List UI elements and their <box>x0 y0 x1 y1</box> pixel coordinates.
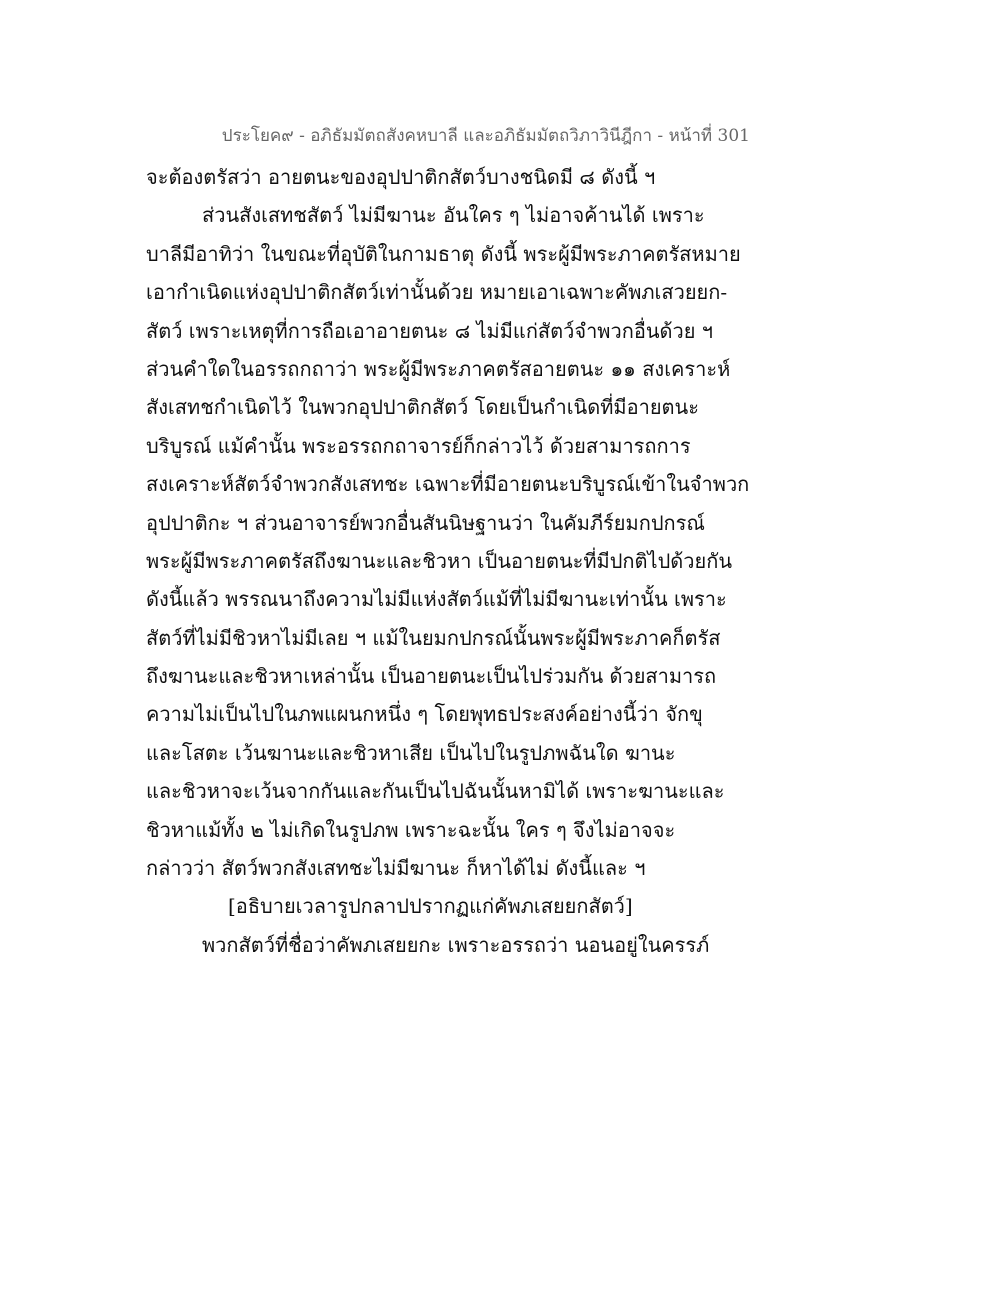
text-line: จะต้องตรัสว่า อายตนะของอุปปาติกสัตว์บางชนิดมี ๘ ดังนี้ ฯ <box>146 165 656 189</box>
running-header: ประโยค๙ - อภิธัมมัตถสังคหบาลี และอภิธัมมัตถวิภาวินีฎีกา - หน้าที่ 301 <box>221 126 750 146</box>
text-line: กล่าวว่า สัตว์พวกสังเสทชะไม่มีฆานะ ก็หาได้ไม่ ดังนี้และ ฯ <box>146 856 646 881</box>
text-line: และชิวหาจะเว้นจากกันและกันเป็นไปฉันนั้นหามิได้ เพราะฆานะและ <box>146 779 725 804</box>
text-line: ความไม่เป็นไปในภพแผนกหนึ่ง ๆ โดยพุทธประสงค์อย่างนี้ว่า จักขุ <box>146 702 703 727</box>
text-line: สัตว์ เพราะเหตุที่การถือเอาอายตนะ ๘ ไม่มีแก่สัตว์จำพวกอื่นด้วย ฯ <box>146 318 714 343</box>
text-line: ชิวหาแม้ทั้ง ๒ ไม่เกิดในรูปภพ เพราะฉะนั้น ใคร ๆ จึงไม่อาจจะ <box>146 817 676 842</box>
text-line: ดังนี้แล้ว พรรณนาถึงความไม่มีแห่งสัตว์แม้ที่ไม่มีฆานะเท่านั้น เพราะ <box>146 587 727 612</box>
section-heading: [อธิบายเวลารูปกลาปปรากฏแก่คัพภเสยยกสัตว์] <box>228 894 633 919</box>
text-line: บาลีมีอาทิว่า ในขณะที่อุบัติในกามธาตุ ดังนี้ พระผู้มีพระภาคตรัสหมาย <box>146 241 741 266</box>
text-line: สงเคราะห์สัตว์จำพวกสังเสทชะ เฉพาะที่มีอายตนะบริบูรณ์เข้าในจำพวก <box>146 472 750 497</box>
paragraph-start-line: พวกสัตว์ที่ชื่อว่าคัพภเสยยกะ เพราะอรรถว่า นอนอยู่ในครรภ์ <box>202 932 710 957</box>
text-line: อุปปาติกะ ฯ ส่วนอาจารย์พวกอื่นสันนิษฐานว่า ในคัมภีร์ยมกปกรณ์ <box>146 510 705 535</box>
text-line: ส่วนคำใดในอรรถกถาว่า พระผู้มีพระภาคตรัสอายตนะ ๑๑ สงเคราะห์ <box>146 356 731 381</box>
text-line: เอากำเนิดแห่งอุปปาติกสัตว์เท่านั้นด้วย หมายเอาเฉพาะคัพภเสวยยก- <box>146 280 728 305</box>
text-line: และโสตะ เว้นฆานะและชิวหาเสีย เป็นไปในรูปภพฉันใด ฆานะ <box>146 740 676 765</box>
text-line: สังเสทชกำเนิดไว้ ในพวกอุปปาติกสัตว์ โดยเป็นกำเนิดที่มีอายตนะ <box>146 395 699 420</box>
paragraph-start-line: ส่วนสังเสทชสัตว์ ไม่มีฆานะ อันใคร ๆ ไม่อาจค้านได้ เพราะ <box>202 203 705 228</box>
text-line: พระผู้มีพระภาคตรัสถึงฆานะและชิวหา เป็นอายตนะที่มีปกติไปด้วยกัน <box>146 548 732 573</box>
text-line: สัตว์ที่ไม่มีชิวหาไม่มีเลย ฯ แม้ในยมกปกรณ์นั้นพระผู้มีพระภาคก็ตรัส <box>146 625 721 650</box>
body-text <box>146 158 750 964</box>
text-line: บริบูรณ์ แม้คำนั้น พระอรรถกถาจารย์ก็กล่าวไว้ ด้วยสามารถการ <box>146 433 691 458</box>
text-line: ถึงฆานะและชิวหาเหล่านั้น เป็นอายตนะเป็นไปร่วมกัน ด้วยสามารถ <box>146 664 717 689</box>
